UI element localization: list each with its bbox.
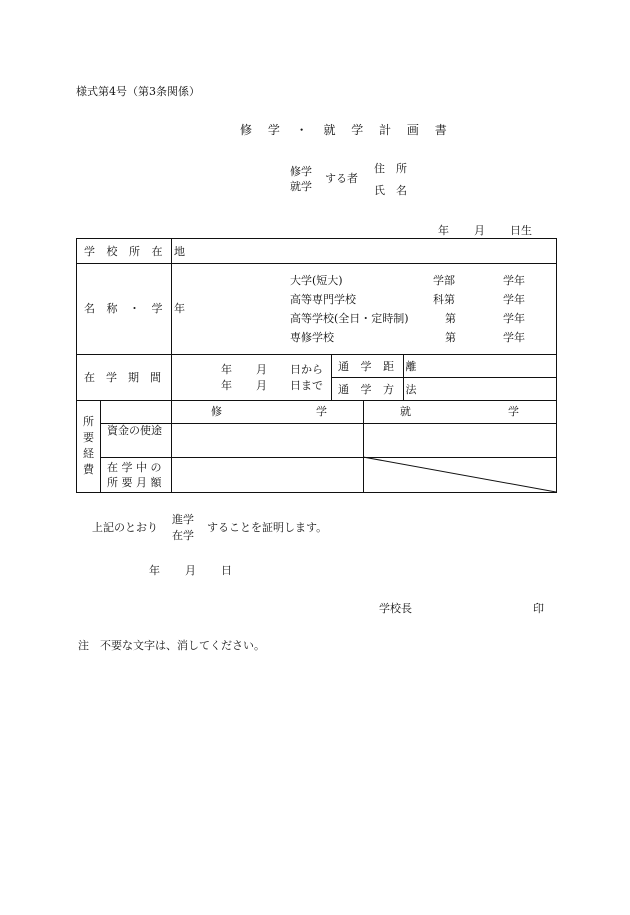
period-to-suffix: 日まで — [290, 379, 323, 392]
commute-method-field[interactable] — [405, 379, 555, 399]
form-number: 様式第4号（第3条関係） — [76, 85, 200, 98]
fund-usage-work-field[interactable] — [365, 425, 555, 456]
monthly-label-2: 所 要 月 額 — [107, 476, 162, 489]
birth-month: 月 — [474, 224, 485, 237]
expenses-label-4: 費 — [83, 463, 94, 476]
expenses-label-3: 経 — [83, 447, 94, 460]
applicant-suffix: する者 — [325, 172, 358, 185]
commute-distance-label: 通 学 距 離 — [338, 360, 421, 373]
page-title: 修 学 ・ 就 学 計 画 書 — [240, 123, 453, 137]
cert-prefix: 上記のとおり — [92, 521, 158, 534]
commute-method-label: 通 学 方 法 — [338, 383, 421, 396]
school-address-field[interactable] — [173, 240, 555, 262]
school-grade-vocational: 学年 — [503, 331, 525, 344]
name-grade-label: 名 称 ・ 学 年 — [84, 302, 189, 315]
school-grade-university: 学年 — [503, 274, 525, 287]
expenses-label-1: 所 — [83, 415, 94, 428]
period-from-year: 年 — [221, 363, 232, 376]
cert-option-enrolled: 在学 — [172, 529, 194, 542]
school-dept-highschool: 第 — [445, 312, 456, 325]
school-dept-vocational: 第 — [445, 331, 456, 344]
monthly-study-field[interactable] — [173, 459, 361, 491]
school-name-highschool: 高等学校(全日・定時制) — [290, 312, 409, 325]
cert-day: 日 — [221, 564, 232, 577]
expenses-label-2: 要 — [83, 431, 94, 444]
commute-distance-field[interactable] — [405, 356, 555, 376]
birth-year: 年 — [438, 224, 449, 237]
school-grade-technical: 学年 — [503, 293, 525, 306]
school-name-vocational: 専修学校 — [290, 331, 334, 344]
column-study-a: 修 — [211, 405, 222, 418]
cert-year: 年 — [149, 564, 160, 577]
column-study-b: 学 — [316, 405, 327, 418]
applicant-type-study: 修学 — [290, 165, 312, 178]
period-label: 在 学 期 間 — [84, 371, 161, 384]
fund-usage-label: 資金の使途 — [107, 424, 162, 437]
school-address-label: 学 校 所 在 地 — [84, 245, 189, 258]
applicant-type-work: 就学 — [290, 180, 312, 193]
period-from-suffix: 日から — [290, 363, 323, 376]
column-work-b: 学 — [508, 405, 519, 418]
school-dept-university: 学部 — [433, 274, 455, 287]
birth-day: 日生 — [510, 224, 532, 237]
principal-label: 学校長 — [379, 602, 412, 615]
cert-month: 月 — [185, 564, 196, 577]
name-label: 氏 名 — [374, 184, 407, 197]
fund-usage-study-field[interactable] — [173, 425, 361, 456]
monthly-label-1: 在 学 中 の — [107, 461, 162, 474]
period-to-month: 月 — [256, 379, 267, 392]
school-grade-highschool: 学年 — [503, 312, 525, 325]
period-to-year: 年 — [221, 379, 232, 392]
school-name-university: 大学(短大) — [290, 274, 343, 287]
school-dept-technical: 科第 — [433, 293, 455, 306]
seal-label: 印 — [533, 602, 544, 615]
column-work-a: 就 — [400, 405, 411, 418]
period-from-month: 月 — [256, 363, 267, 376]
footnote: 注 不要な文字は、消してください。 — [78, 639, 265, 652]
address-label: 住 所 — [374, 162, 407, 175]
cert-suffix: することを証明します。 — [207, 521, 328, 534]
cert-option-advance: 進学 — [172, 513, 194, 526]
school-name-technical: 高等専門学校 — [290, 293, 356, 306]
